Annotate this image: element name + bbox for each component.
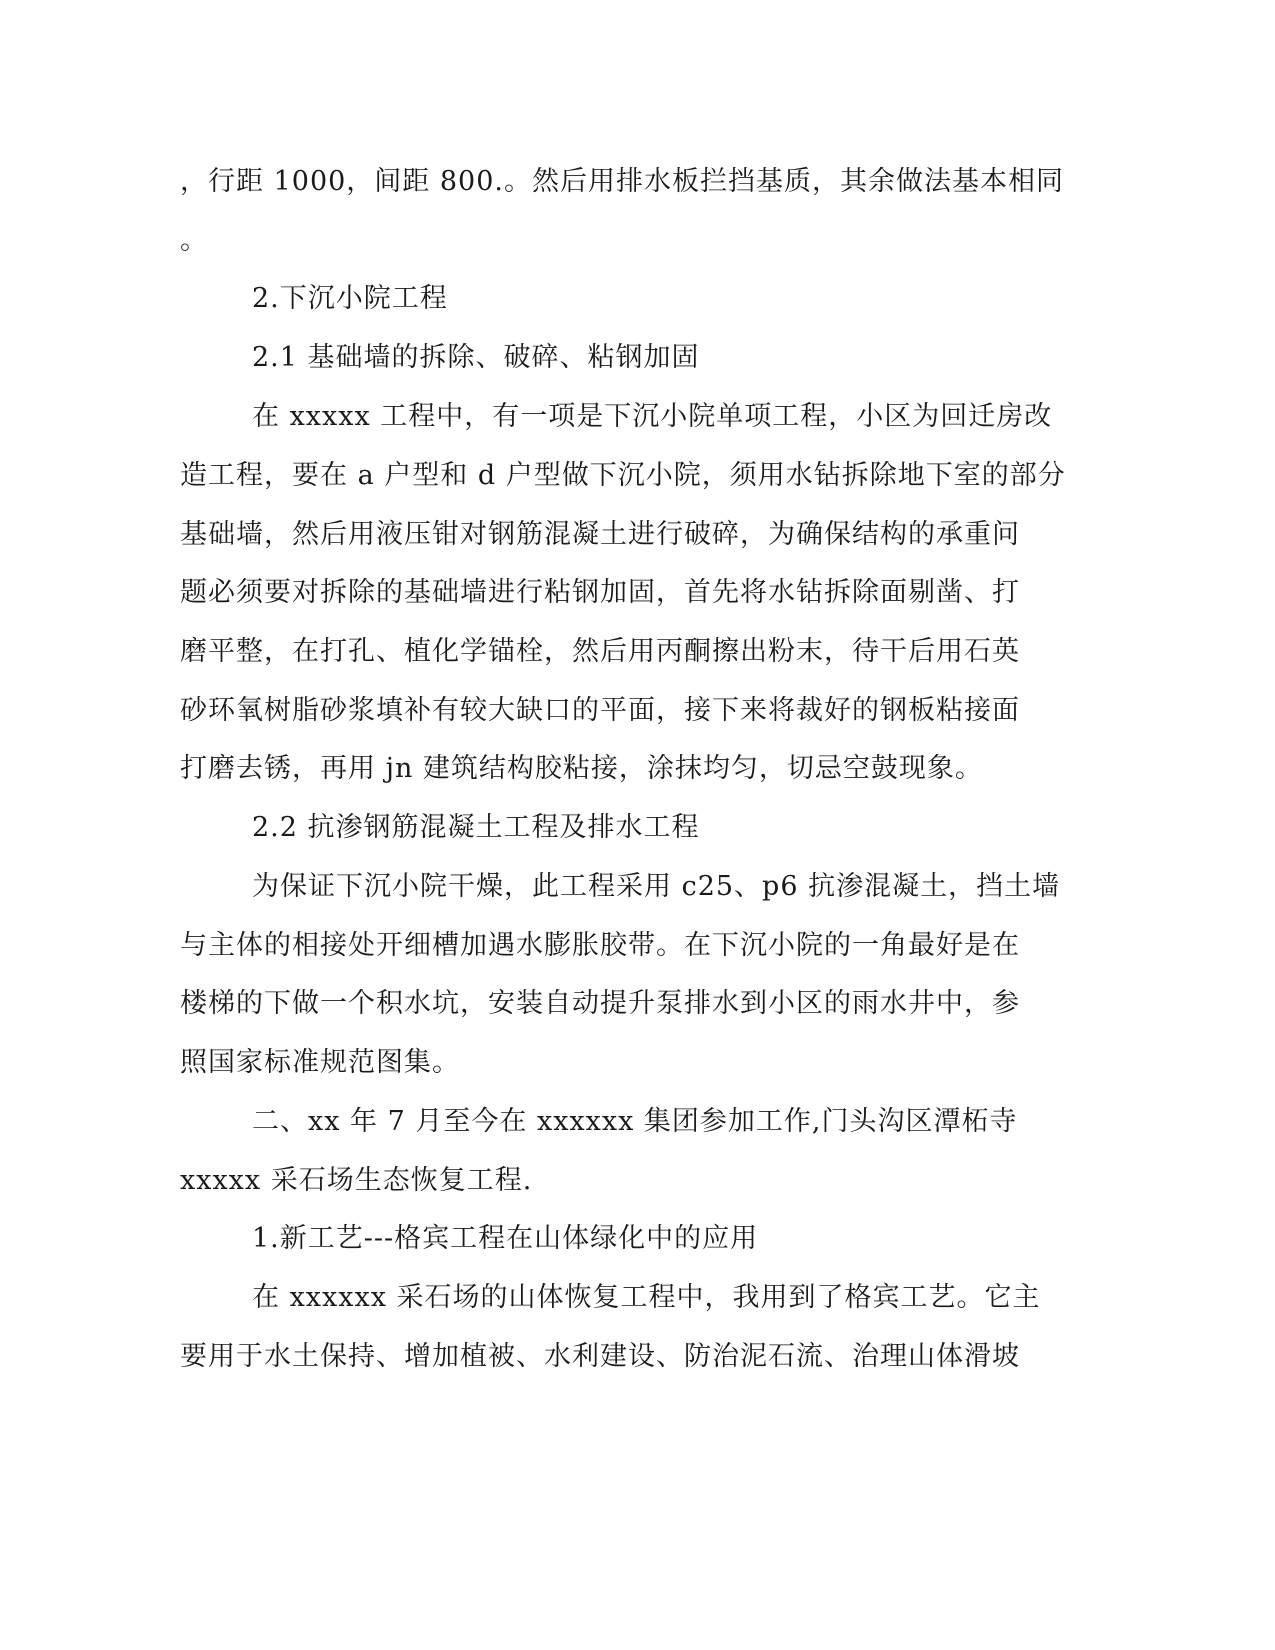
section-heading-two: 二、xx 年 7 月至今在 xxxxxx 集团参加工作,门头沟区潭柘寺: [252, 1106, 1018, 1137]
paragraph-line-10: 楼梯的下做一个积水坑，安装自动提升泵排水到小区的雨水井中，参: [180, 988, 1020, 1019]
paragraph-line-2: 造工程，要在 a 户型和 d 户型做下沉小院，须用水钻拆除地下室的部分: [180, 460, 1066, 491]
subsection-heading-2-2: 2.2 抗渗钢筋混凝土工程及排水工程: [252, 812, 700, 843]
paragraph-line-7: 打磨去锈，再用 jn 建筑结构胶粘接，涂抹均匀，切忌空鼓现象。: [180, 753, 983, 784]
text-line-2: 。: [180, 225, 208, 256]
paragraph-line-12: 在 xxxxxx 采石场的山体恢复工程中，我用到了格宾工艺。它主: [252, 1282, 1041, 1313]
paragraph-line-6: 砂环氧树脂砂浆填补有较大缺口的平面，接下来将裁好的钢板粘接面: [180, 695, 1020, 726]
paragraph-line-13: 要用于水土保持、增加植被、水利建设、防治泥石流、治理山体滑坡: [180, 1341, 1020, 1372]
paragraph-line-5: 磨平整，在打孔、植化学锚栓，然后用丙酮擦出粉末，待干后用石英: [180, 636, 1020, 667]
paragraph-line-11: 照国家标准规范图集。: [180, 1047, 460, 1078]
paragraph-line-8: 为保证下沉小院干燥，此工程采用 c25、p6 抗渗混凝土，挡土墙: [252, 871, 1061, 902]
section-heading-two-cont: xxxxx 采石场生态恢复工程.: [180, 1165, 533, 1196]
section-heading-2: 2.下沉小院工程: [252, 283, 448, 314]
paragraph-line-9: 与主体的相接处开细槽加遇水膨胀胶带。在下沉小院的一角最好是在: [180, 930, 1020, 961]
paragraph-line-1: 在 xxxxx 工程中，有一项是下沉小院单项工程，小区为回迁房改: [252, 401, 1053, 432]
subsection-heading-2-1: 2.1 基础墙的拆除、破碎、粘钢加固: [252, 342, 700, 373]
paragraph-line-4: 题必须要对拆除的基础墙进行粘钢加固，首先将水钻拆除面剔凿、打: [180, 577, 1020, 608]
text-line-1: ，行距 1000，间距 800.。然后用排水板拦挡基质，其余做法基本相同: [180, 166, 1064, 197]
paragraph-line-3: 基础墙，然后用液压钳对钢筋混凝土进行破碎，为确保结构的承重问: [180, 519, 1020, 550]
subsection-heading-1: 1.新工艺---格宾工程在山体绿化中的应用: [252, 1223, 759, 1254]
